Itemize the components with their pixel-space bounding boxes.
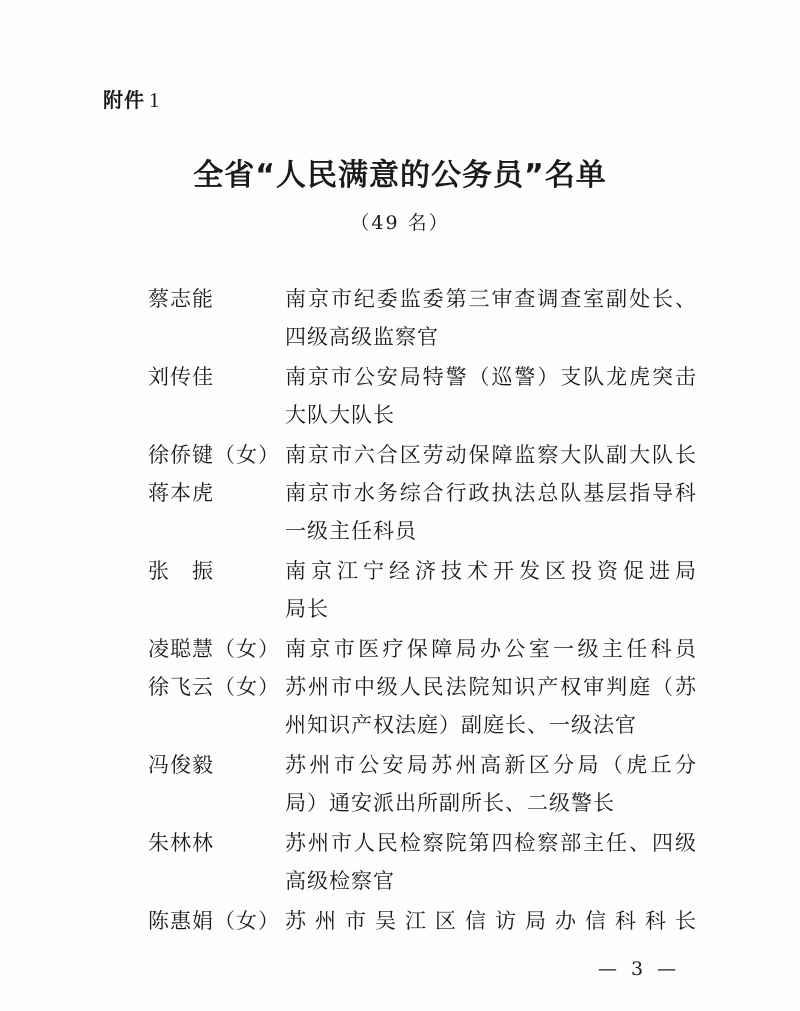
person-name: 蒋本虎 [148,481,214,505]
person-title-line: 四级高级监察官 [285,325,439,349]
person-title-line: 局）通安派出所副所长、二级警长 [285,791,615,815]
list-item [0,630,800,668]
person-title-line: 南京市六合区劳动保障监察大队副大队长 [285,443,697,467]
list-item [0,746,800,824]
person-name: 刘传佳 [148,365,214,389]
list-item [0,358,800,436]
person-name: 徐飞云（女） [148,675,280,699]
person-name: 冯俊毅 [148,753,214,777]
list-item [0,280,800,358]
person-name: 凌聪慧（女） [148,637,280,661]
attachment-label-text: 附件 [103,88,145,112]
name-count: （49 名） [350,212,450,234]
list-item [0,668,800,746]
person-title-line: 苏州市公安局苏州高新区分局（虎丘分 [285,753,697,777]
person-title-line: 苏州市人民检察院第四检察部主任、四级 [285,831,697,855]
person-title [285,358,697,434]
person-title [285,668,697,744]
attachment-label [103,84,161,113]
page-number: — 3 — [598,958,681,980]
person-title-line: 州知识产权法庭）副庭长、一级法官 [285,713,637,737]
person-name: 朱林林 [148,831,214,855]
person-title-line: 南京市医疗保障局办公室一级主任科员 [285,637,697,661]
person-title [285,552,697,628]
name-list [0,280,800,940]
person-name: 张 振 [148,559,214,583]
list-item [0,474,800,552]
person-title [285,630,697,668]
person-title-line: 苏州市吴江区信访局办信科科长 [285,909,697,933]
person-title-line: 南京市水务综合行政执法总队基层指导科 [285,481,697,505]
person-title-line: 南京市纪委监委第三审查调查室副处长、 [285,287,697,311]
list-item [0,436,800,474]
person-title [285,474,697,550]
person-title-line: 南京江宁经济技术开发区投资促进局 [285,559,697,583]
person-title-line: 南京市公安局特警（巡警）支队龙虎突击 [285,365,697,389]
attachment-number: 1 [149,88,161,112]
person-title [285,824,697,900]
list-item [0,552,800,630]
person-title [285,436,697,474]
person-name: 陈惠娟（女） [148,909,280,933]
person-title-line: 高级检察官 [285,869,395,893]
person-title-line: 局长 [285,597,329,621]
person-title-line: 一级主任科员 [285,519,417,543]
person-name: 蔡志能 [148,287,214,311]
person-title-line: 苏州市中级人民法院知识产权审判庭（苏 [285,675,697,699]
person-title-line: 大队大队长 [285,403,395,427]
page-title: 全省“人民满意的公务员”名单 [193,158,607,193]
list-item [0,902,800,940]
list-item [0,824,800,902]
person-name: 徐侨键（女） [148,443,280,467]
person-title [285,746,697,822]
person-title [285,902,697,940]
person-title [285,280,697,356]
